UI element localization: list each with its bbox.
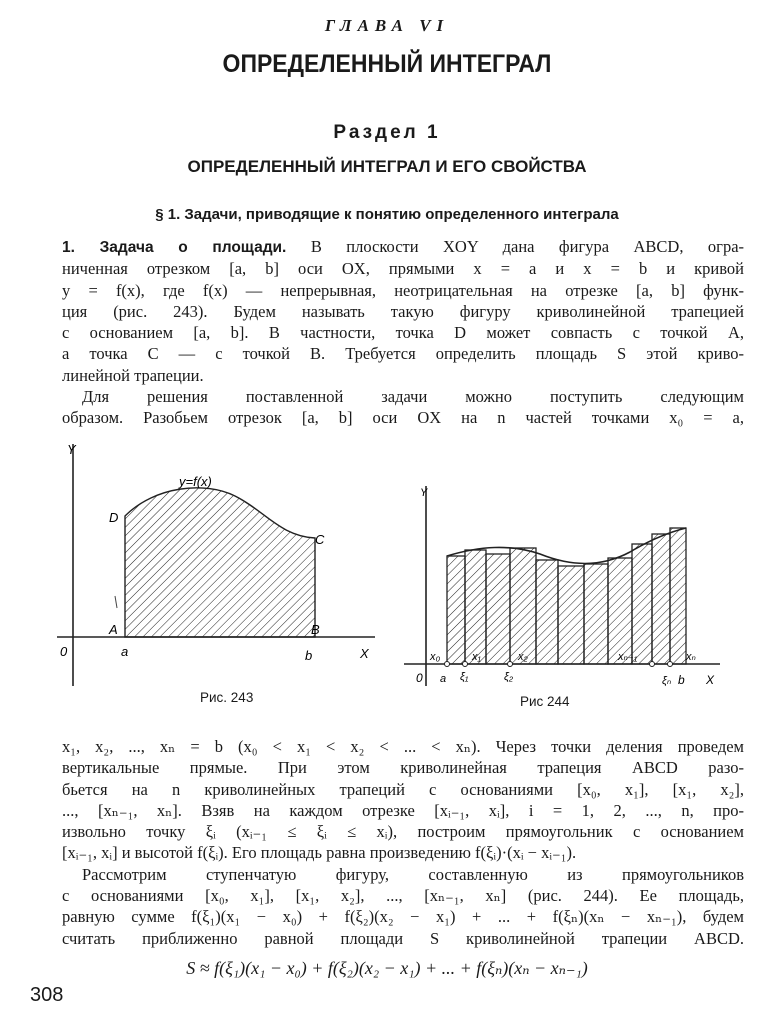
body-text-top: [62, 236, 744, 429]
curve-label: y=f(x): [179, 474, 212, 489]
figure-243-caption: Рис. 243: [200, 690, 254, 705]
text-line: считать приближенно равной площади S криволинейной трапеции ABCD.: [62, 928, 744, 948]
x-axis-label: X: [360, 646, 369, 661]
text-line: 1. Задача о площади. В плоскости XOY дана фигура ABCD, огра-: [62, 237, 745, 256]
y-axis-label: Y: [420, 487, 428, 499]
origin-label: 0: [60, 644, 68, 659]
xn-1-label: xₙ₋₁: [618, 651, 638, 663]
xn-label: xₙ: [686, 651, 696, 663]
point-a-label: a: [440, 673, 447, 685]
section-title: ОПРЕДЕЛЕННЫЙ ИНТЕГРАЛ И ЕГО СВОЙСТВА: [187, 157, 587, 176]
point-a-label: a: [121, 644, 129, 659]
xin-label: ξₙ: [662, 675, 672, 687]
origin-label: 0: [416, 671, 423, 685]
point-A-label: A: [109, 622, 118, 637]
figure-244: [400, 478, 730, 693]
tick-mark: [115, 596, 117, 608]
x2-label: x₂: [518, 651, 528, 663]
point-B-label: B: [311, 622, 320, 637]
body-text-bottom: [62, 736, 744, 949]
paragraph-heading: § 1. Задачи, приводящие к понятию определенного интеграла: [155, 206, 619, 223]
figure-243: [55, 436, 375, 696]
chapter-heading: ГЛАВА VI: [324, 16, 450, 35]
point-b-label: b: [678, 673, 685, 687]
section-heading: Раздел 1: [333, 122, 441, 143]
text-line: с основаниями [x₀, x₁], [x₁, x₂], ..., [xₙ₋₁, xₙ] (рис. 244). Ее площадь,: [62, 886, 744, 906]
text-line: ..., [xₙ₋₁, xₙ]. Взяв на каждом отрезке [xᵢ₋₁, xᵢ], i = 1, 2, ..., n, про-: [62, 800, 744, 820]
text-line: ниченная отрезком [a, b] оси OX, прямыми x = a и x = b и кривой: [62, 259, 744, 279]
text-line: Рассмотрим ступенчатую фигуру, составленную из прямоугольников: [82, 864, 744, 884]
text-line: бьется на n криволинейных трапеций с основаниями [x₀, x₁], [x₁, x₂],: [62, 779, 744, 799]
point-b-label: b: [305, 648, 313, 663]
area-formula: S ≈ f(ξ₁)(x₁ − x₀) + f(ξ₂)(x₂ − x₁) + ... + f(ξₙ)(xₙ − xₙ₋₁): [186, 958, 588, 978]
x1-label: x₁: [472, 651, 481, 663]
x0-label: x₀: [430, 651, 441, 663]
point-C-label: C: [315, 532, 325, 547]
xi1-label: ξ₁: [460, 671, 469, 683]
page-number: 308: [30, 984, 64, 1006]
text-line: y = f(x), где f(x) — непрерывная, неотрицательная на отрезке [a, b] функ-: [62, 280, 744, 300]
text-line: извольно точку ξᵢ (xᵢ₋₁ ≤ ξᵢ ≤ xᵢ), построим прямоугольник с основанием: [62, 822, 744, 842]
text-line: Для решения поставленной задачи можно поступить следующим: [82, 387, 744, 407]
y-axis-label: Y: [67, 442, 76, 457]
text-line: ция (рис. 243). Будем называть такую фигуру криволинейной трапецией: [62, 301, 744, 321]
text-line: образом. Разобьем отрезок [a, b] оси OX на n частей точками x₀ = a,: [62, 408, 744, 428]
figure-244-caption: Рис 244: [520, 694, 570, 709]
chapter-title: ОПРЕДЕЛЕННЫЙ ИНТЕГРАЛ: [222, 50, 552, 78]
text-line: а точка C — с точкой B. Требуется определить площадь S этой криво-: [62, 344, 744, 364]
text-line: равную сумме f(ξ₁)(x₁ − x₀) + f(ξ₂)(x₂ − x₁) + ... + f(ξₙ)(xₙ − xₙ₋₁), будем: [62, 907, 744, 927]
xi2-label: ξ₂: [504, 671, 514, 683]
x-axis-label: X: [706, 673, 715, 687]
text-line: линейной трапеции.: [62, 365, 204, 385]
problem-label: 1. Задача о площади.: [62, 239, 287, 256]
point-D-label: D: [109, 510, 119, 525]
text-line: x₁, x₂, ..., xₙ = b (x₀ < x₁ < x₂ < ... < xₙ). Через точки деления проведем: [62, 737, 744, 756]
text-line: с основанием [a, b]. В частности, точка D может совпасть с точкой A,: [62, 323, 744, 343]
text-line: [xᵢ₋₁, xᵢ] и высотой f(ξᵢ). Его площадь равна произведению f(ξᵢ)·(xᵢ − xᵢ₋₁).: [62, 843, 577, 863]
curvilinear-trapezoid: [125, 488, 315, 637]
text-line: вертикальные прямые. При этом криволинейная трапеция ABCD разо-: [62, 758, 744, 778]
